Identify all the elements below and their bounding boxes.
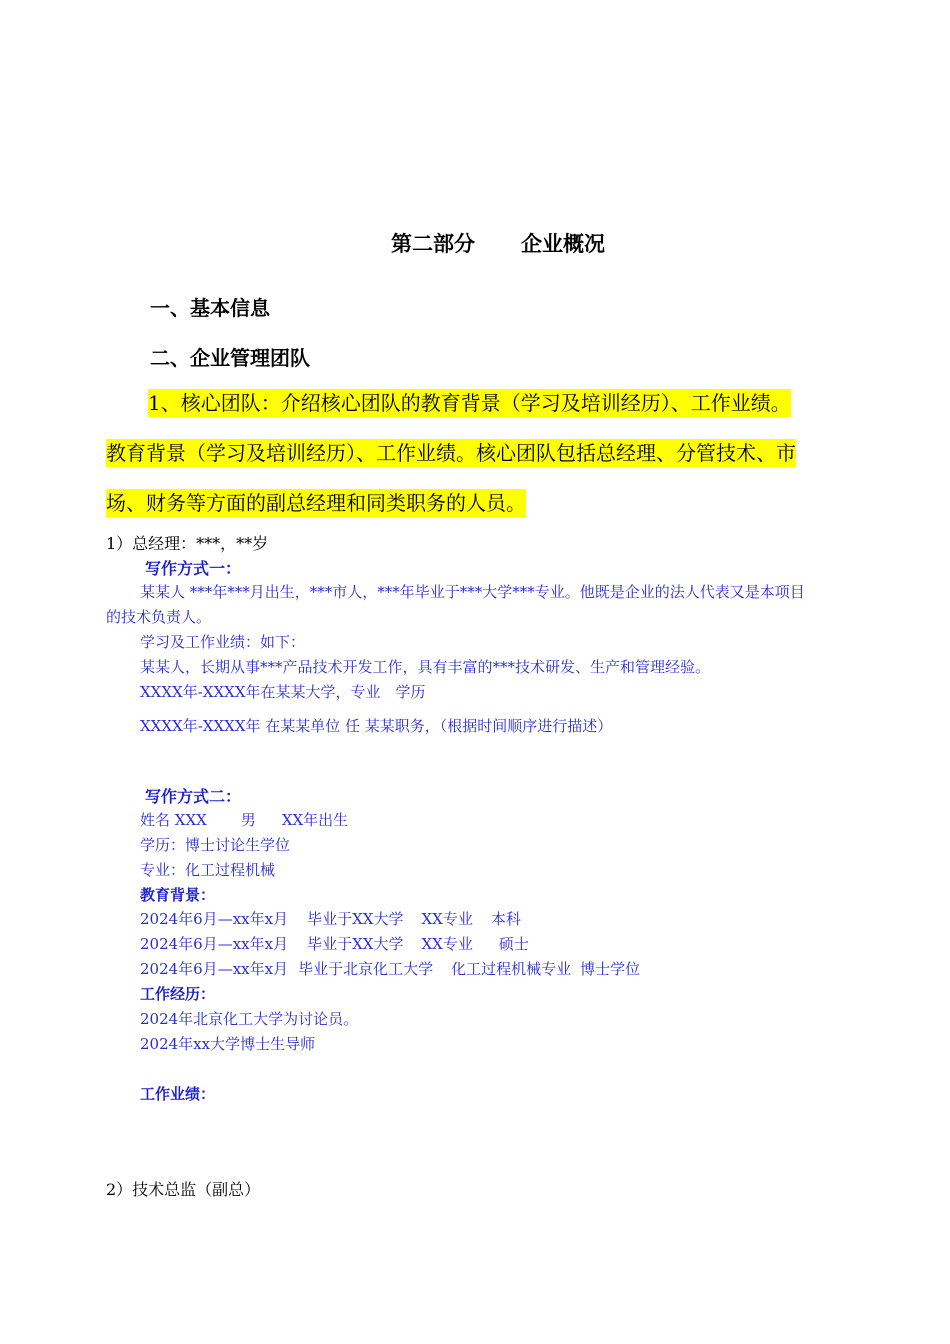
edu-period: 2024年6月—xx年x月 [140,910,289,928]
method1-line-3: 学习及工作业绩：如下： [140,633,306,651]
work-heading: 工作经历： [140,985,216,1003]
edu-degree: 硕士 [498,935,529,953]
method1-heading: 写作方式一： [145,559,242,578]
method2-name-line [140,809,348,830]
edu-major: XX专业 [421,910,473,928]
edu-row [140,908,521,929]
edu-major: 化工过程机械专业 [451,960,572,978]
method2-heading: 写作方式二： [145,787,242,806]
method2-major: 专业：化工过程机械 [140,861,276,879]
work-item: 2024年北京化工大学为讨论员。 [140,1010,359,1028]
method1-line-2: 的技术负责人。 [106,608,212,626]
edu-degree: 博士学位 [580,960,641,978]
work-item: 2024年xx大学博士生导师 [140,1035,316,1053]
edu-period: 2024年6月—xx年x月 [140,935,289,953]
section-basic-info: 一、基本信息 [150,296,270,320]
method1-line-4: 某某人，长期从事***产品技术开发工作，具有丰富的***技术研发、生产和管理经验。 [140,658,711,676]
method1-line-1: 某某人 ***年***月出生，***市人，***年毕业于***大学***专业。他既是企业的法人代表又是本项目 [140,583,805,601]
cto-heading: 2）技术总监（副总） [106,1180,261,1199]
edu-school: 毕业于XX大学 [307,935,404,953]
edu-school: 毕业于XX大学 [307,910,404,928]
edu-row [140,933,529,954]
method1-line-6: XXXX年-XXXX年 在某某单位 任 某某职务，（根据时间顺序进行描述） [140,717,613,735]
edu-major: XX专业 [421,935,473,953]
person-name: 姓名 XXX [140,811,207,829]
title-part: 第二部分 [391,232,475,256]
edu-school: 毕业于北京化工大学 [298,960,434,978]
section-management-team: 二、企业管理团队 [150,346,310,370]
person-gender: 男 [240,811,256,829]
highlight-line-1: 1、核心团队：介绍核心团队的教育背景（学习及培训经历）、工作业绩。 [148,391,791,415]
edu-heading: 教育背景： [140,886,216,904]
method1-line-5: XXXX年-XXXX年在某某大学，专业 学历 [140,683,426,701]
achievements-heading: 工作业绩： [140,1085,216,1103]
edu-row [140,958,640,979]
edu-degree: 本科 [490,910,521,928]
highlight-line-3: 场、财务等方面的副总经理和同类职务的人员。 [106,491,526,515]
edu-period: 2024年6月—xx年x月 [140,960,289,978]
person-birth: XX年出生 [281,811,349,829]
gm-heading: 1）总经理：***，**岁 [106,534,269,553]
title-name: 企业概况 [521,232,605,256]
page-title [0,228,950,258]
highlight-line-2: 教育背景（学习及培训经历）、工作业绩。核心团队包括总经理、分管技术、市 [106,441,796,465]
method2-degree: 学历：博士讨论生学位 [140,836,291,854]
